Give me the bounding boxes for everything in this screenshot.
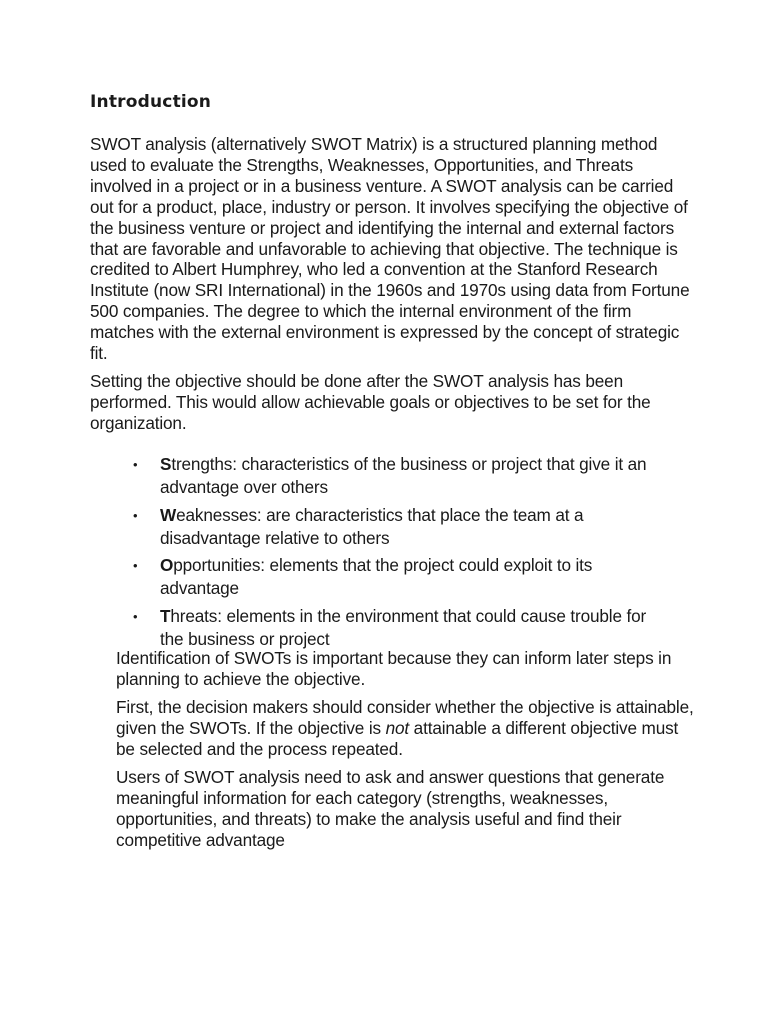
swot-item-weaknesses — [133, 504, 653, 551]
swot-letter: S — [160, 454, 172, 474]
swot-description: hreats: elements in the environment that could cause trouble for the business or project — [160, 605, 647, 650]
section-heading: Introduction — [90, 92, 212, 112]
swot-letter: O — [160, 555, 174, 576]
swot-item-opportunities — [133, 554, 653, 601]
bullet-icon: • — [133, 558, 138, 574]
decision-paragraph — [116, 697, 696, 760]
swot-description: pportunities: elements that the project could exploit to its advantage — [160, 555, 593, 599]
intro-paragraph: SWOT analysis (alternatively SWOT Matrix) is a structured planning method used to evaluate the Strengths, Weaknesses, Opportunities, and Threats involved in a project or in a business venture. A SWOT analysis can be carried out for a product, place, industry or person. It involves specifying the objective of the business venture or project and identifying the internal and external factors that are favorable and unfavorable to achieving that objective. The technique is credited to Albert Humphrey, who led a convention at the Stanford Research Institute (now SRI International) in the 1960s and 1970s using data from Fortune 500 companies. The degree to which the internal environment of the firm matches with the external environment is expressed by the concept of strategic fit. — [90, 134, 690, 364]
swot-item-threats — [133, 605, 653, 652]
swot-list — [133, 453, 653, 655]
users-paragraph: Users of SWOT analysis need to ask and answer questions that generate meaningful information for each category (strengths, weaknesses, opportunities, and threats) to make the analysis useful and find their competitive advantage — [116, 767, 665, 850]
bullet-icon: • — [133, 457, 138, 472]
identification-paragraph: Identification of SWOTs is important because they can inform later steps in planning to achieve the objective. — [116, 648, 672, 689]
decision-text-after: attainable a different objective must be selected and the process repeated. — [116, 717, 679, 759]
decision-emphasis: not — [385, 717, 410, 738]
decision-text-before: First, the decision makers should consider whether the objective is attainable, given the SWOTs. If the objective is — [116, 697, 694, 738]
bullet-icon: • — [133, 507, 138, 523]
swot-description: trengths: characteristics of the business or project that give it an advantage over others — [160, 454, 647, 498]
swot-item-strengths — [133, 453, 653, 500]
swot-letter: W — [160, 504, 177, 525]
swot-description: eaknesses: are characteristics that place the team at a disadvantage relative to others — [160, 504, 584, 548]
objective-paragraph: Setting the objective should be done after the SWOT analysis has been performed. This would allow achievable goals or objectives to be set for the organization. — [90, 371, 651, 433]
bullet-icon: • — [133, 608, 138, 624]
swot-letter: T — [160, 605, 171, 626]
